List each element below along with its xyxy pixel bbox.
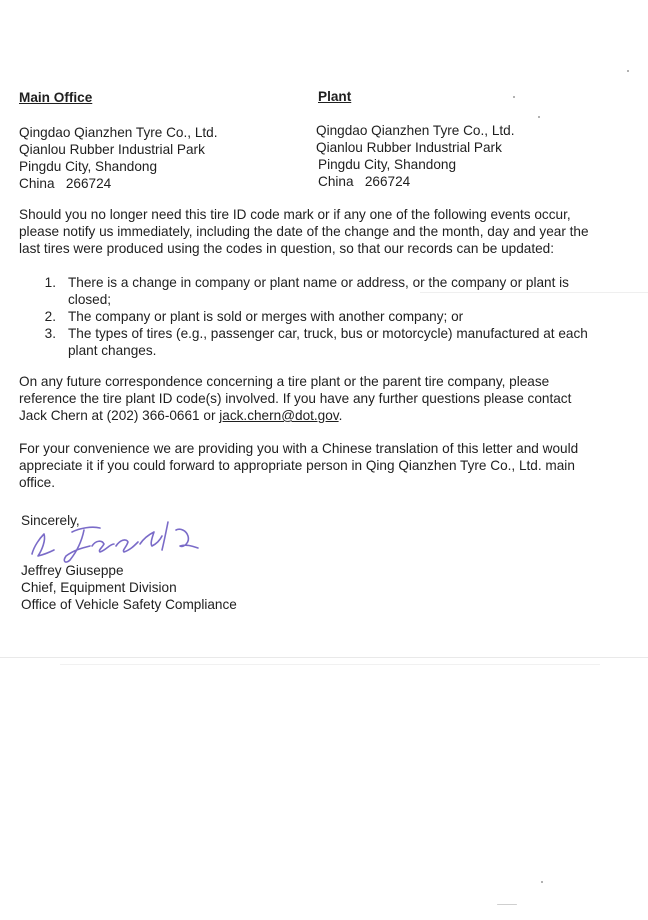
- plant-line: Qingdao Qianzhen Tyre Co., Ltd.: [316, 123, 515, 138]
- main-office-heading: Main Office: [19, 90, 93, 105]
- correspondence-contact-line: [19, 407, 342, 424]
- correspondence-line: reference the tire plant ID code(s) involved. If you have any further questions please contact: [19, 391, 572, 406]
- scan-artifact-line: [420, 292, 648, 293]
- plant-line: Qianlou Rubber Industrial Park: [316, 140, 502, 155]
- list-item-number: 2.: [44, 309, 56, 324]
- main-office-line: Pingdu City, Shandong: [19, 159, 158, 174]
- signer-title: Chief, Equipment Division: [21, 580, 177, 595]
- email-link[interactable]: jack.chern@dot.gov: [219, 408, 339, 423]
- translation-line: office.: [19, 475, 56, 490]
- list-item-number: 3.: [44, 326, 56, 341]
- main-office-line: Qingdao Qianzhen Tyre Co., Ltd.: [19, 125, 218, 140]
- intro-line: last tires were produced using the codes in question, so that our records can be updated:: [19, 241, 555, 256]
- plant-line: China 266724: [318, 174, 411, 189]
- list-item-text: There is a change in company or plant name or address, or the company or plant is: [68, 275, 569, 290]
- signer-name: Jeffrey Giuseppe: [21, 563, 124, 578]
- list-item-text: plant changes.: [68, 343, 157, 358]
- contact-prefix: Jack Chern at (202) 366-0661 or: [19, 408, 220, 423]
- scan-speck: [538, 116, 540, 118]
- main-office-line: Qianlou Rubber Industrial Park: [19, 142, 205, 157]
- scan-artifact-line: [60, 664, 600, 665]
- translation-line: For your convenience we are providing you with a Chinese translation of this letter and would: [19, 441, 579, 456]
- translation-line: appreciate it if you could forward to appropriate person in Qing Qianzhen Tyre Co., Ltd. main: [19, 458, 575, 473]
- list-item-text: The company or plant is sold or merges with another company; or: [68, 309, 464, 324]
- list-item-number: 1.: [44, 275, 56, 290]
- plant-line: Pingdu City, Shandong: [318, 157, 457, 172]
- scan-speck: [497, 904, 517, 905]
- main-office-line: China 266724: [19, 176, 112, 191]
- list-item-text: closed;: [68, 292, 112, 307]
- scan-artifact-line: [0, 657, 648, 658]
- plant-heading: Plant: [318, 89, 352, 104]
- intro-line: please notify us immediately, including the date of the change and the month, day and year the: [19, 224, 589, 239]
- correspondence-line: On any future correspondence concerning a tire plant or the parent tire company, please: [19, 374, 550, 389]
- scan-speck: [541, 881, 543, 883]
- scan-speck: [627, 70, 629, 72]
- intro-line: Should you no longer need this tire ID code mark or if any one of the following events occur,: [19, 207, 571, 222]
- scan-speck: [513, 96, 515, 98]
- contact-suffix: .: [338, 408, 343, 423]
- signer-office: Office of Vehicle Safety Compliance: [21, 597, 237, 612]
- list-item-text: The types of tires (e.g., passenger car, truck, bus or motorcycle) manufactured at each: [68, 326, 588, 341]
- salutation: Sincerely,: [21, 513, 80, 528]
- signature: [20, 510, 220, 570]
